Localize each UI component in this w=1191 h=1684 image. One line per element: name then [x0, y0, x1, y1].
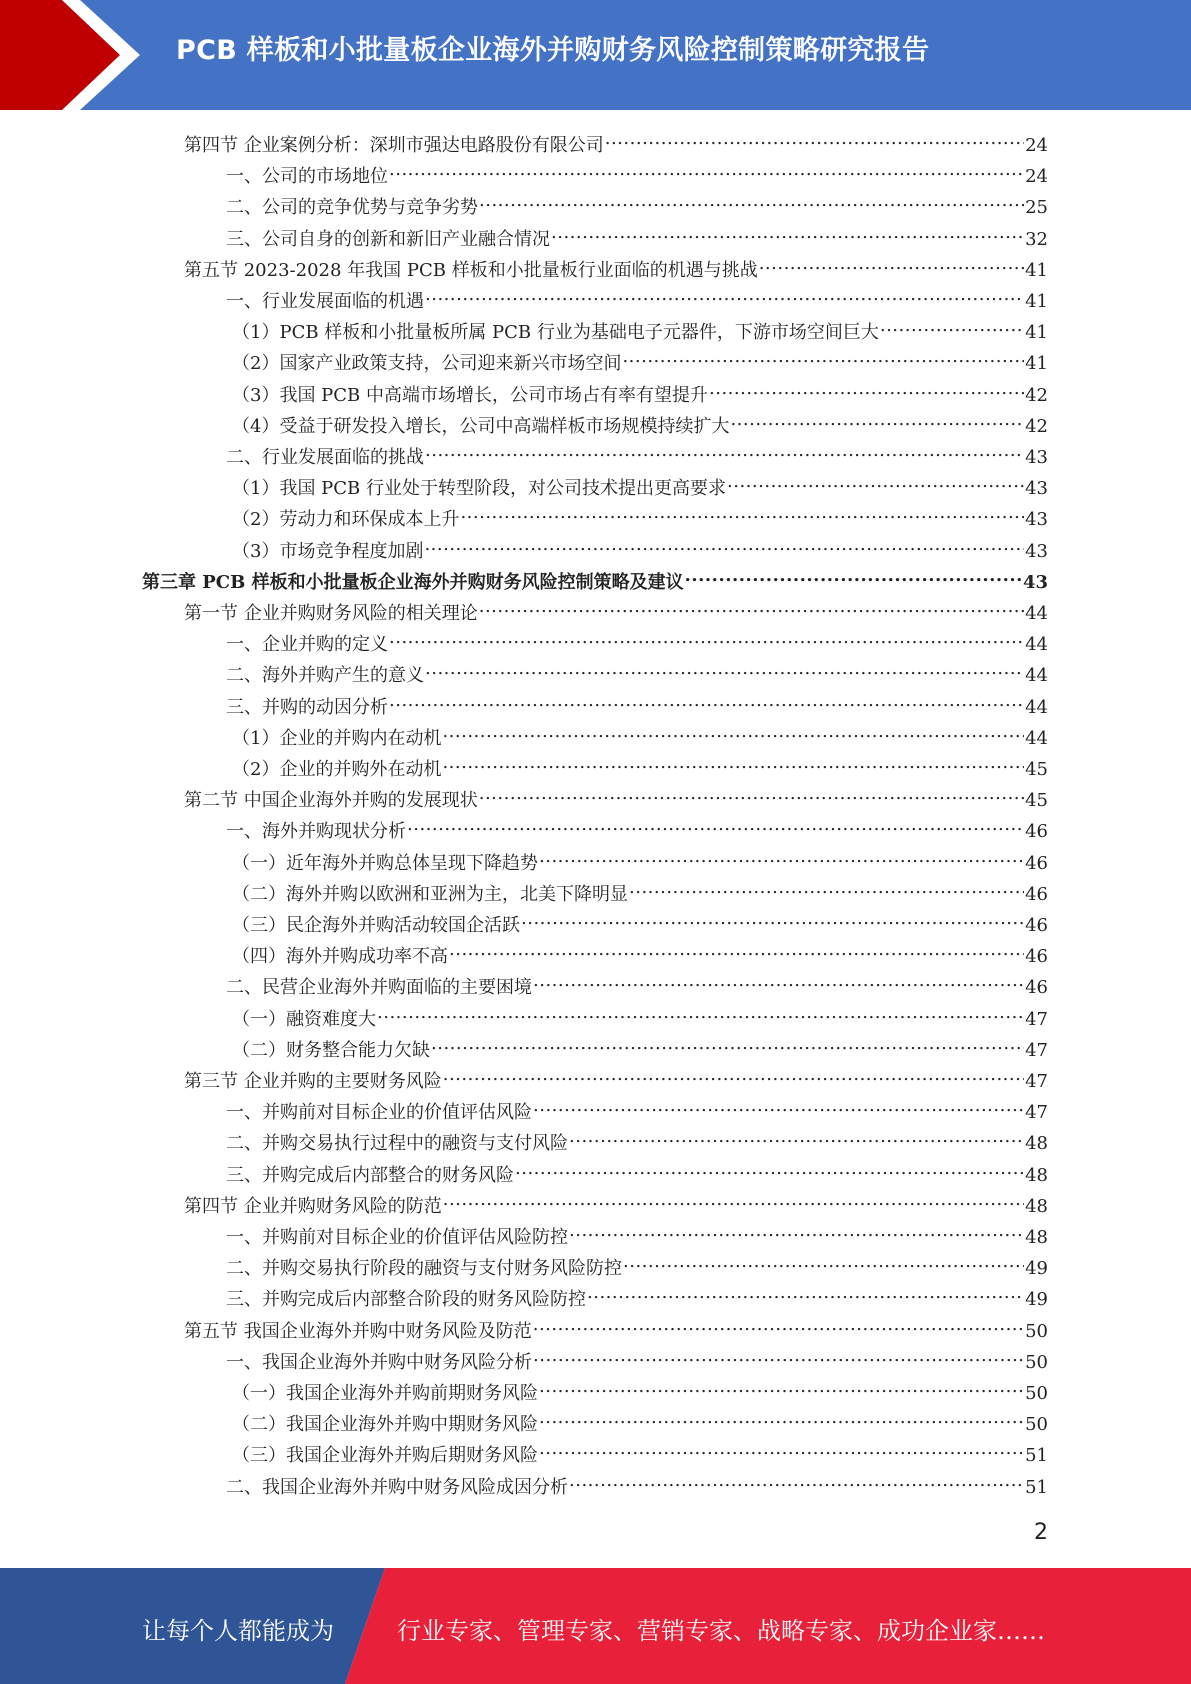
- toc-section-entry[interactable]: [184, 595, 1048, 624]
- toc-entry-label: （二）我国企业海外并购中期财务风险: [232, 1414, 538, 1435]
- toc-entry-label: 三、并购完成后内部整合的财务风险: [226, 1165, 514, 1186]
- toc-entry-page: 46: [1025, 915, 1048, 936]
- toc-entry-page: 50: [1025, 1383, 1048, 1404]
- toc-subsection-entry[interactable]: [226, 439, 1048, 468]
- toc-subsection-entry[interactable]: [232, 907, 1048, 936]
- toc-entry-page: 41: [1025, 322, 1048, 343]
- toc-entry-label: （2）国家产业政策支持，公司迎来新兴市场空间: [232, 353, 622, 374]
- toc-dot-leader: [551, 221, 1024, 245]
- toc-entry-page: 44: [1025, 603, 1048, 624]
- toc-entry-label: 第三节 企业并购的主要财务风险: [184, 1071, 442, 1092]
- toc-section-entry[interactable]: [184, 1063, 1048, 1092]
- toc-entry-page: 44: [1025, 697, 1048, 718]
- toc-entry-label: 二、并购交易执行过程中的融资与支付风险: [226, 1133, 568, 1154]
- toc-entry-label: （1）PCB 样板和小批量板所属 PCB 行业为基础电子元器件，下游市场空间巨大: [232, 322, 879, 343]
- toc-dot-leader: [389, 626, 1024, 650]
- toc-dot-leader: [389, 689, 1024, 713]
- toc-dot-leader: [431, 1032, 1024, 1056]
- toc-subsection-entry[interactable]: [232, 533, 1048, 562]
- toc-entry-label: 第五节 我国企业海外并购中财务风险及防范: [184, 1321, 532, 1342]
- toc-entry-label: 第三章 PCB 样板和小批量板企业海外并购财务风险控制策略及建议: [142, 572, 684, 593]
- toc-dot-leader: [569, 1469, 1024, 1493]
- toc-dot-leader: [587, 1281, 1024, 1305]
- toc-section-entry[interactable]: [184, 782, 1048, 811]
- toc-entry-label: （2）企业的并购外在动机: [232, 759, 442, 780]
- toc-dot-leader: [539, 845, 1024, 869]
- page-footer: [0, 1568, 1191, 1684]
- toc-entry-page: 47: [1025, 1040, 1048, 1061]
- toc-subsection-entry[interactable]: [226, 1219, 1048, 1248]
- toc-entry-page: 48: [1025, 1165, 1048, 1186]
- report-title: PCB 样板和小批量板企业海外并购财务风险控制策略研究报告: [176, 35, 930, 66]
- toc-section-entry[interactable]: [184, 127, 1048, 156]
- page-number: 2: [1034, 1520, 1048, 1545]
- footer-slogan-left: 让每个人都能成为: [142, 1617, 334, 1645]
- toc-section-entry[interactable]: [184, 252, 1048, 281]
- toc-entry-label: （二）海外并购以欧洲和亚洲为主，北美下降明显: [232, 884, 628, 905]
- toc-entry-label: 一、行业发展面临的机遇: [226, 291, 424, 312]
- toc-entry-label: 二、民营企业海外并购面临的主要困境: [226, 977, 532, 998]
- toc-dot-leader: [425, 439, 1024, 463]
- toc-entry-label: 三、公司自身的创新和新旧产业融合情况: [226, 229, 550, 250]
- toc-entry-label: （4）受益于研发投入增长，公司中高端样板市场规模持续扩大: [232, 416, 730, 437]
- toc-entry-page: 48: [1025, 1133, 1048, 1154]
- toc-entry-label: 第四节 企业并购财务风险的防范: [184, 1196, 442, 1217]
- header-arrow-decoration: [0, 0, 160, 110]
- toc-entry-label: 二、海外并购产生的意义: [226, 665, 424, 686]
- toc-dot-leader: [629, 876, 1024, 900]
- toc-dot-leader: [539, 1375, 1024, 1399]
- toc-entry-label: 三、并购完成后内部整合阶段的财务风险防控: [226, 1289, 586, 1310]
- toc-dot-leader: [533, 1094, 1024, 1118]
- toc-entry-page: 47: [1025, 1102, 1048, 1123]
- toc-entry-label: 一、公司的市场地位: [226, 166, 388, 187]
- toc-entry-page: 46: [1025, 946, 1048, 967]
- toc-entry-page: 43: [1022, 572, 1048, 593]
- toc-entry-label: （三）民企海外并购活动较国企活跃: [232, 915, 520, 936]
- footer-slogan-right: 行业专家、管理专家、营销专家、战略专家、成功企业家……: [397, 1617, 1045, 1645]
- toc-dot-leader: [442, 720, 1024, 744]
- toc-entry-page: 45: [1025, 759, 1048, 780]
- toc-dot-leader: [539, 1406, 1024, 1430]
- toc-subsection-entry[interactable]: [232, 845, 1048, 874]
- toc-entry-label: 一、并购前对目标企业的价值评估风险防控: [226, 1227, 568, 1248]
- toc-dot-leader: [425, 657, 1024, 681]
- toc-entry-page: 43: [1025, 478, 1048, 499]
- toc-entry-label: （一）融资难度大: [232, 1009, 376, 1030]
- toc-dot-leader: [442, 751, 1024, 775]
- toc-dot-leader: [533, 1313, 1024, 1337]
- toc-entry-page: 44: [1025, 728, 1048, 749]
- toc-entry-page: 42: [1025, 416, 1048, 437]
- toc-dot-leader: [479, 782, 1024, 806]
- toc-entry-page: 24: [1025, 166, 1048, 187]
- toc-dot-leader: [407, 813, 1024, 837]
- toc-entry-label: （二）财务整合能力欠缺: [232, 1040, 430, 1061]
- toc-subsection-entry[interactable]: [232, 501, 1048, 530]
- toc-subsection-entry[interactable]: [232, 938, 1048, 967]
- toc-entry-page: 50: [1025, 1414, 1048, 1435]
- toc-entry-label: （四）海外并购成功率不高: [232, 946, 448, 967]
- toc-dot-leader: [425, 283, 1024, 307]
- toc-dot-leader: [709, 377, 1024, 401]
- toc-entry-label: （2）劳动力和环保成本上升: [232, 509, 460, 530]
- toc-entry-page: 41: [1025, 291, 1048, 312]
- toc-subsection-entry[interactable]: [226, 1157, 1048, 1186]
- toc-dot-leader: [622, 345, 1024, 369]
- toc-entry-page: 50: [1025, 1321, 1048, 1342]
- toc-entry-page: 43: [1025, 541, 1048, 562]
- toc-dot-leader: [880, 314, 1024, 338]
- toc-entry-page: 48: [1025, 1227, 1048, 1248]
- toc-subsection-entry[interactable]: [226, 813, 1048, 842]
- toc-entry-page: 46: [1025, 821, 1048, 842]
- toc-entry-page: 47: [1025, 1071, 1048, 1092]
- toc-dot-leader: [479, 189, 1024, 213]
- toc-entry-label: （1）企业的并购内在动机: [232, 728, 442, 749]
- toc-entry-page: 46: [1025, 853, 1048, 874]
- toc-entry-label: 二、行业发展面临的挑战: [226, 447, 424, 468]
- toc-dot-leader: [539, 1437, 1024, 1461]
- toc-subsection-entry[interactable]: [226, 1469, 1048, 1498]
- toc-subsection-entry[interactable]: [226, 283, 1048, 312]
- toc-entry-page: 41: [1025, 260, 1048, 281]
- toc-subsection-entry[interactable]: [226, 626, 1048, 655]
- toc-entry-page: 49: [1025, 1258, 1048, 1279]
- toc-entry-label: 一、并购前对目标企业的价值评估风险: [226, 1102, 532, 1123]
- toc-dot-leader: [727, 470, 1024, 494]
- toc-entry-label: 第二节 中国企业海外并购的发展现状: [184, 790, 478, 811]
- toc-entry-label: 一、企业并购的定义: [226, 634, 388, 655]
- toc-dot-leader: [460, 501, 1024, 525]
- toc-entry-page: 32: [1025, 229, 1048, 250]
- toc-entry-page: 51: [1025, 1445, 1048, 1466]
- toc-entry-page: 41: [1025, 353, 1048, 374]
- toc-subsection-entry[interactable]: [226, 158, 1048, 187]
- toc-subsection-entry[interactable]: [232, 1406, 1048, 1435]
- toc-dot-leader: [389, 158, 1024, 182]
- toc-dot-leader: [533, 1344, 1024, 1368]
- toc-dot-leader: [685, 564, 1022, 588]
- toc-dot-leader: [569, 1219, 1024, 1243]
- toc-entry-page: 51: [1025, 1477, 1048, 1498]
- toc-entry-label: 第五节 2023-2028 年我国 PCB 样板和小批量板行业面临的机遇与挑战: [184, 260, 758, 281]
- toc-section-entry[interactable]: [184, 1188, 1048, 1217]
- toc-dot-leader: [377, 1001, 1024, 1025]
- toc-subsection-entry[interactable]: [232, 314, 1048, 343]
- toc-subsection-entry[interactable]: [226, 221, 1048, 250]
- toc-subsection-entry[interactable]: [226, 1094, 1048, 1123]
- toc-subsection-entry[interactable]: [232, 470, 1048, 499]
- toc-dot-leader: [443, 1188, 1024, 1212]
- toc-subsection-entry[interactable]: [226, 1344, 1048, 1373]
- toc-entry-page: 43: [1025, 447, 1048, 468]
- toc-entry-page: 50: [1025, 1352, 1048, 1373]
- toc-subsection-entry[interactable]: [226, 969, 1048, 998]
- toc-entry-page: 44: [1025, 665, 1048, 686]
- toc-subsection-entry[interactable]: [232, 1001, 1048, 1030]
- toc-subsection-entry[interactable]: [232, 377, 1048, 406]
- toc-entry-label: 第四节 企业案例分析：深圳市强达电路股份有限公司: [184, 135, 604, 156]
- toc-subsection-entry[interactable]: [232, 876, 1048, 905]
- toc-entry-label: 三、并购的动因分析: [226, 697, 388, 718]
- toc-chapter-entry[interactable]: [142, 564, 1048, 593]
- toc-dot-leader: [449, 938, 1024, 962]
- toc-subsection-entry[interactable]: [226, 1250, 1048, 1279]
- toc-dot-leader: [533, 969, 1024, 993]
- toc-entry-page: 25: [1025, 197, 1048, 218]
- toc-dot-leader: [569, 1125, 1024, 1149]
- toc-entry-page: 48: [1025, 1196, 1048, 1217]
- toc-dot-leader: [443, 1063, 1024, 1087]
- toc-dot-leader: [521, 907, 1024, 931]
- toc-entry-page: 45: [1025, 790, 1048, 811]
- toc-subsection-entry[interactable]: [232, 408, 1048, 437]
- toc-dot-leader: [605, 127, 1024, 151]
- toc-subsection-entry[interactable]: [232, 1375, 1048, 1404]
- toc-dot-leader: [479, 595, 1024, 619]
- toc-dot-leader: [730, 408, 1024, 432]
- toc-entry-label: （1）我国 PCB 行业处于转型阶段，对公司技术提出更高要求: [232, 478, 727, 499]
- toc-entry-page: 46: [1025, 977, 1048, 998]
- toc-entry-page: 46: [1025, 884, 1048, 905]
- toc-entry-label: 二、公司的竞争优势与竞争劣势: [226, 197, 478, 218]
- toc-entry-label: 第一节 企业并购财务风险的相关理论: [184, 603, 478, 624]
- toc-entry-page: 24: [1025, 135, 1048, 156]
- toc-dot-leader: [424, 533, 1024, 557]
- toc-dot-leader: [515, 1157, 1024, 1181]
- toc-entry-label: 二、并购交易执行阶段的融资与支付财务风险防控: [226, 1258, 622, 1279]
- toc-entry-page: 49: [1025, 1289, 1048, 1310]
- toc-dot-leader: [759, 252, 1024, 276]
- toc-subsection-entry[interactable]: [232, 751, 1048, 780]
- toc-entry-page: 42: [1025, 385, 1048, 406]
- toc-subsection-entry[interactable]: [226, 689, 1048, 718]
- toc-entry-label: （3）我国 PCB 中高端市场增长，公司市场占有率有望提升: [232, 385, 709, 406]
- toc-entry-label: （3）市场竞争程度加剧: [232, 541, 424, 562]
- toc-subsection-entry[interactable]: [226, 1281, 1048, 1310]
- toc-subsection-entry[interactable]: [226, 1125, 1048, 1154]
- toc-entry-page: 44: [1025, 634, 1048, 655]
- toc-subsection-entry[interactable]: [226, 189, 1048, 218]
- toc-section-entry[interactable]: [184, 1313, 1048, 1342]
- toc-dot-leader: [623, 1250, 1024, 1274]
- toc-entry-label: 一、我国企业海外并购中财务风险分析: [226, 1352, 532, 1373]
- toc-entry-label: （一）近年海外并购总体呈现下降趋势: [232, 853, 538, 874]
- toc-subsection-entry[interactable]: [232, 1032, 1048, 1061]
- page-header: [0, 0, 1191, 110]
- toc-entry-label: 一、海外并购现状分析: [226, 821, 406, 842]
- toc-subsection-entry[interactable]: [232, 720, 1048, 749]
- toc-entry-page: 47: [1025, 1009, 1048, 1030]
- toc-entry-label: （一）我国企业海外并购前期财务风险: [232, 1383, 538, 1404]
- toc-entry-page: 43: [1025, 509, 1048, 530]
- toc-subsection-entry[interactable]: [232, 345, 1048, 374]
- toc-entry-label: （三）我国企业海外并购后期财务风险: [232, 1445, 538, 1466]
- toc-subsection-entry[interactable]: [232, 1437, 1048, 1466]
- toc-entry-label: 二、我国企业海外并购中财务风险成因分析: [226, 1477, 568, 1498]
- toc-subsection-entry[interactable]: [226, 657, 1048, 686]
